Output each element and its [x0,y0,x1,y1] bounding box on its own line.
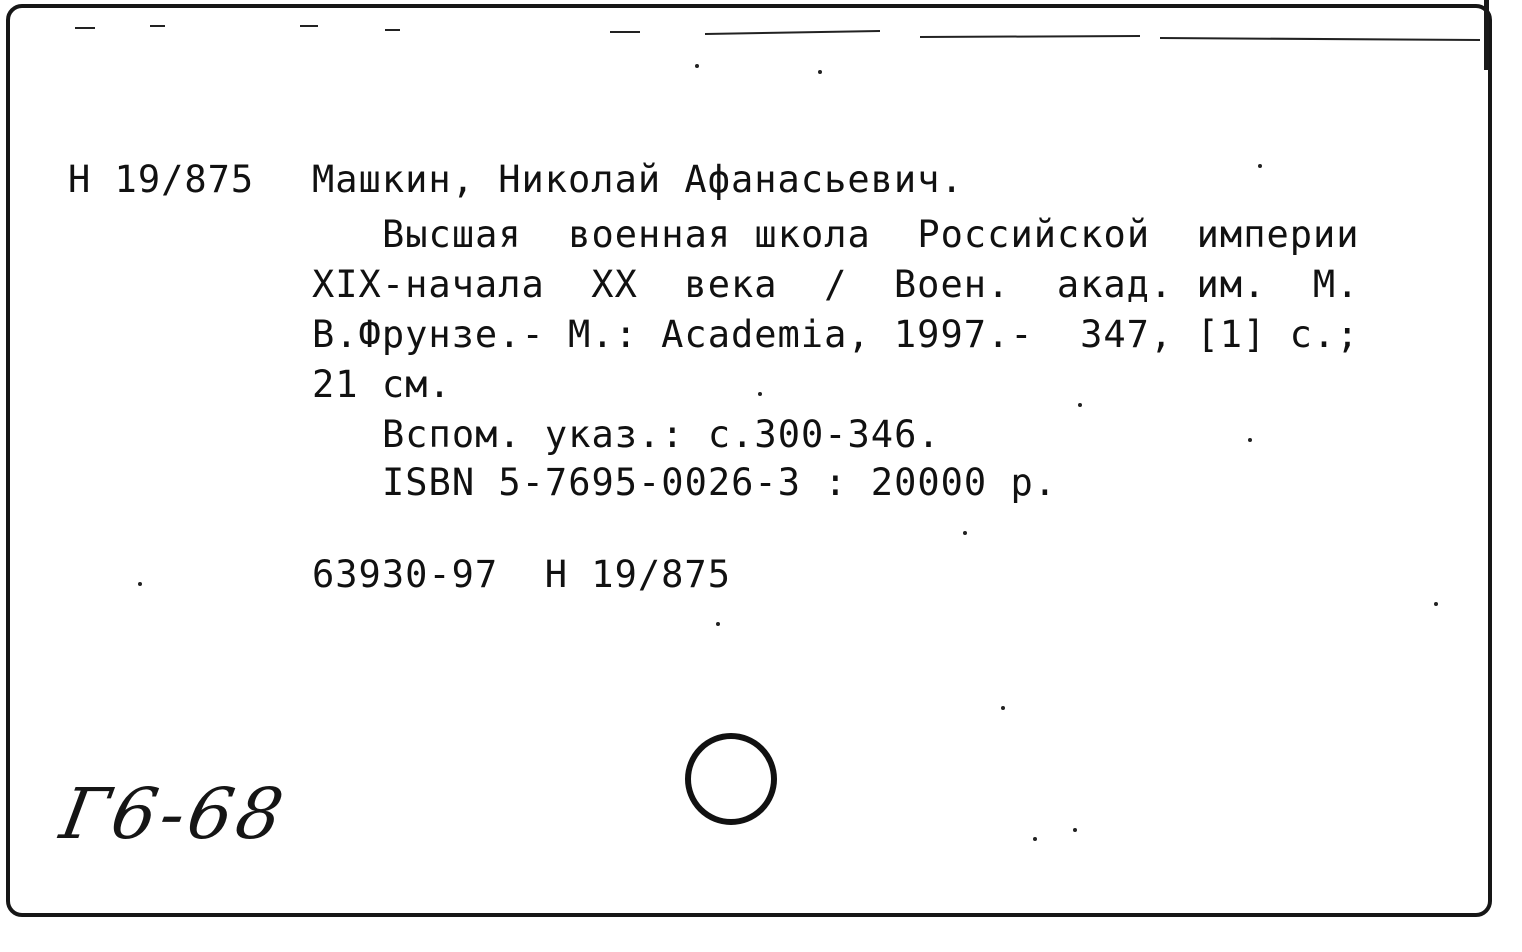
index-note: Вспом. указ.: с.300-346. [382,413,941,456]
title-line-2: XIX-начала XX века / Воен. акад. им. М. [312,263,1360,306]
isbn-price: ISBN 5-7695-0026-3 : 20000 р. [382,461,1058,504]
card-edge-mark [1484,0,1489,70]
title-line-3: В.Фрунзе.- М.: Academia, 1997.- 347, [1] с.; [312,313,1360,356]
title-line-1: Высшая военная школа Российской империи [382,213,1360,256]
handwritten-shelf-code: Г6-68 [54,773,293,855]
call-number: Н 19/875 [68,158,255,201]
author-heading: Машкин, Николай Афанасьевич. [312,158,964,201]
accession-number: 63930-97 Н 19/875 [312,553,731,596]
punch-hole-circle [685,733,777,825]
title-line-4: 21 см. [312,363,452,406]
